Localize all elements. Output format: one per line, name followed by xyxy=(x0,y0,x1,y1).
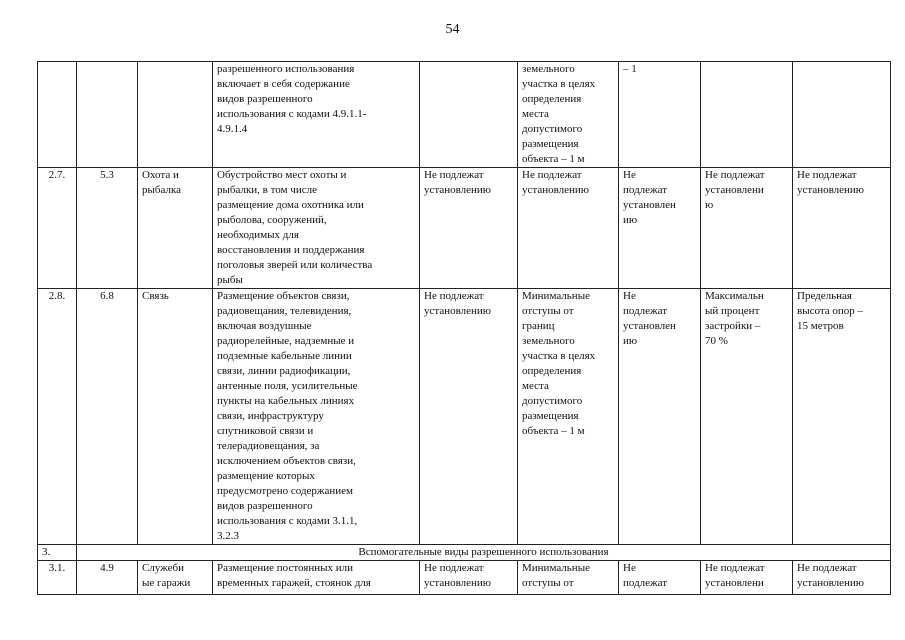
param-cell xyxy=(619,62,701,168)
page-number: 54 xyxy=(445,22,460,37)
row-number-cell: 3.1. xyxy=(38,561,77,595)
setback-cell xyxy=(518,561,619,595)
text-line: предусмотрено содержанием xyxy=(217,485,354,497)
text-line: Не xyxy=(623,562,636,574)
text-line: Предельная xyxy=(797,290,852,302)
row-number-cell: 2.8. xyxy=(38,289,77,545)
param-cell xyxy=(619,289,701,545)
param-cell xyxy=(619,168,701,289)
text-line: связи, линии радиофикации, xyxy=(217,365,351,377)
text-line: высота опор – xyxy=(797,305,864,317)
text-line: Не подлежат xyxy=(705,562,765,574)
param-cell xyxy=(701,289,793,545)
text-line: рыбалки, в том числе xyxy=(217,184,317,196)
text-line: отступы от xyxy=(522,577,574,589)
param-cell xyxy=(793,168,891,289)
param-cell xyxy=(420,168,518,289)
text-line: установлению xyxy=(424,184,492,196)
text-line: установлен xyxy=(623,199,676,211)
row-number-cell: 2.7. xyxy=(38,168,77,289)
use-name-cell xyxy=(138,62,213,168)
setback-cell xyxy=(518,289,619,545)
text-line: Размещение объектов связи, xyxy=(217,290,350,302)
text-line: Не подлежат xyxy=(797,169,857,181)
text-line: Не xyxy=(623,290,636,302)
text-line: Служеби xyxy=(142,562,185,574)
param-cell xyxy=(701,561,793,595)
text-line: ю xyxy=(705,199,714,211)
text-line: рыбы xyxy=(217,274,243,286)
text-line: Не подлежат xyxy=(424,169,484,181)
text-line: включая воздушные xyxy=(217,320,312,332)
use-name-cell xyxy=(138,561,213,595)
text-line: антенные поля, усилительные xyxy=(217,380,358,392)
text-line: пункты на кабельных линиях xyxy=(217,395,355,407)
setback-cell xyxy=(518,62,619,168)
text-line: Не xyxy=(623,169,636,181)
code-cell: 6.8 xyxy=(77,289,138,545)
text-line: подлежат xyxy=(623,184,668,196)
text-line: размещения xyxy=(522,410,579,422)
text-line: места xyxy=(522,380,549,392)
text-line: Охота и xyxy=(142,169,179,181)
text-line: разрешенного использования xyxy=(217,63,355,75)
text-line: ые гаражи xyxy=(142,577,191,589)
use-name-cell xyxy=(138,168,213,289)
description-cell xyxy=(213,289,420,545)
text-line: застройки – xyxy=(705,320,761,332)
text-line: Не подлежат xyxy=(424,562,484,574)
text-line: установлению xyxy=(522,184,590,196)
param-cell xyxy=(420,561,518,595)
text-line: Не подлежат xyxy=(705,169,765,181)
text-line: рыбалка xyxy=(142,184,182,196)
text-line: 4.9.1.4 xyxy=(217,123,248,135)
text-line: Обустройство мест охоты и xyxy=(217,169,347,181)
text-line: определения xyxy=(522,93,582,105)
text-line: места xyxy=(522,108,549,120)
text-line: видов разрешенного xyxy=(217,93,313,105)
text-line: подлежат xyxy=(623,577,668,589)
text-line: установлен xyxy=(623,320,676,332)
text-line: радиорелейные, надземные и xyxy=(217,335,355,347)
text-line: участка в целях xyxy=(522,78,596,90)
land-use-table xyxy=(37,61,891,595)
row-number-cell xyxy=(38,62,77,168)
use-name-cell xyxy=(138,289,213,545)
section-number-cell: 3. xyxy=(38,545,77,561)
text-line: установлени xyxy=(705,577,764,589)
description-cell xyxy=(213,561,420,595)
text-line: Не подлежат xyxy=(424,290,484,302)
text-line: спутниковой связи и xyxy=(217,425,314,437)
text-line: 70 % xyxy=(705,335,728,347)
text-line: Максимальн xyxy=(705,290,764,302)
text-line: участка в целях xyxy=(522,350,596,362)
text-line: установлению xyxy=(424,577,492,589)
text-line: временных гаражей, стоянок для xyxy=(217,577,371,589)
table-row xyxy=(38,561,891,595)
code-cell: 5.3 xyxy=(77,168,138,289)
text-line: размещение которых xyxy=(217,470,315,482)
text-line: включает в себя содержание xyxy=(217,78,350,90)
text-line: земельного xyxy=(522,63,575,75)
text-line: Минимальные xyxy=(522,290,590,302)
text-line: объекта – 1 м xyxy=(522,425,585,437)
text-line: установлению xyxy=(797,577,865,589)
text-line: подлежат xyxy=(623,305,668,317)
text-line: размещения xyxy=(522,138,579,150)
text-line: установлению xyxy=(797,184,865,196)
text-line: Не подлежат xyxy=(797,562,857,574)
description-cell xyxy=(213,168,420,289)
text-line: подземные кабельные линии xyxy=(217,350,352,362)
table-row xyxy=(38,289,891,545)
text-line: поголовья зверей или количества xyxy=(217,259,373,271)
text-line: размещение дома охотника или xyxy=(217,199,364,211)
text-line: связи, инфраструктуру xyxy=(217,410,324,422)
text-line: Размещение постоянных или xyxy=(217,562,354,574)
text-line: установлению xyxy=(424,305,492,317)
code-cell: 4.9 xyxy=(77,561,138,595)
text-line: Не подлежат xyxy=(522,169,582,181)
table-row xyxy=(38,62,891,168)
text-line: 15 метров xyxy=(797,320,844,332)
text-line: Минимальные xyxy=(522,562,590,574)
text-line: отступы от xyxy=(522,305,574,317)
text-line: видов разрешенного xyxy=(217,500,313,512)
text-line: исключением объектов связи, xyxy=(217,455,356,467)
text-line: использования с кодами 3.1.1, xyxy=(217,515,358,527)
text-line: ый процент xyxy=(705,305,760,317)
text-line: объекта – 1 м xyxy=(522,153,585,165)
text-line: 3.2.3 xyxy=(217,530,239,542)
text-line: телерадиовещания, за xyxy=(217,440,320,452)
text-line: Связь xyxy=(142,290,169,302)
section-title: Вспомогательные виды разрешенного использования xyxy=(77,545,891,561)
text-line: определения xyxy=(522,365,582,377)
text-line: радиовещания, телевидения, xyxy=(217,305,352,317)
text-line: восстановления и поддержания xyxy=(217,244,365,256)
param-cell xyxy=(420,289,518,545)
param-cell xyxy=(701,62,793,168)
section-row xyxy=(38,545,891,561)
text-line: необходимых для xyxy=(217,229,299,241)
text-line: – 1 xyxy=(623,63,637,75)
text-line: установлени xyxy=(705,184,764,196)
param-cell xyxy=(793,289,891,545)
description-cell xyxy=(213,62,420,168)
param-cell xyxy=(701,168,793,289)
text-line: земельного xyxy=(522,335,575,347)
param-cell xyxy=(793,62,891,168)
text-line: рыболова, сооружений, xyxy=(217,214,327,226)
param-cell xyxy=(793,561,891,595)
text-line: ию xyxy=(623,335,638,347)
text-line: границ xyxy=(522,320,555,332)
param-cell xyxy=(420,62,518,168)
text-line: использования с кодами 4.9.1.1- xyxy=(217,108,367,120)
text-line: допустимого xyxy=(522,123,583,135)
text-line: ию xyxy=(623,214,638,226)
table-row xyxy=(38,168,891,289)
setback-cell xyxy=(518,168,619,289)
text-line: допустимого xyxy=(522,395,583,407)
param-cell xyxy=(619,561,701,595)
code-cell xyxy=(77,62,138,168)
